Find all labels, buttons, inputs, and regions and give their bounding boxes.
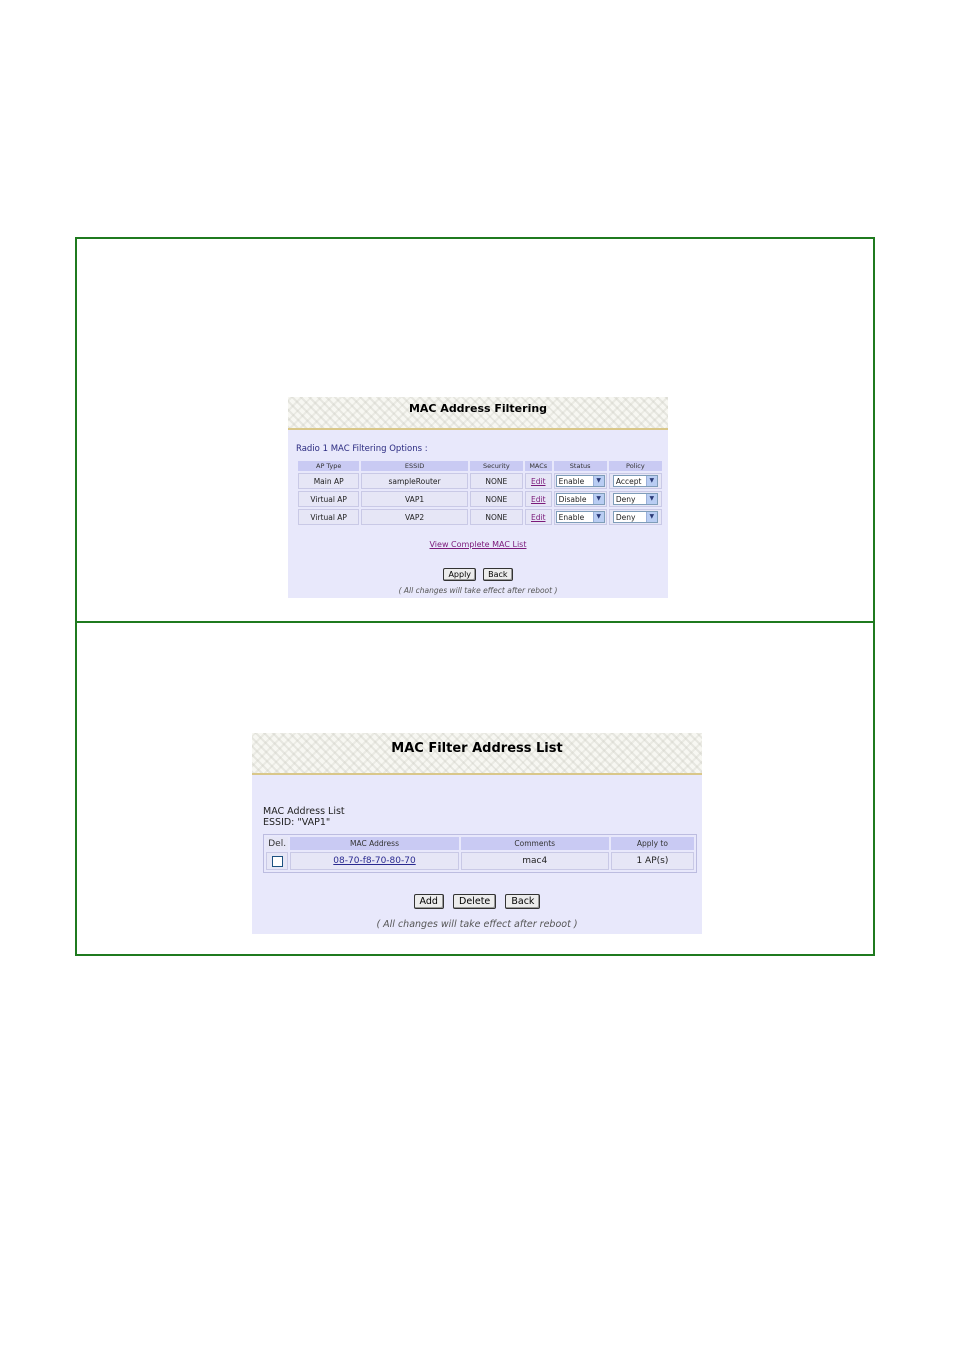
- mac-list-title: MAC Filter Address List: [252, 733, 702, 775]
- mac-filtering-screenshot: [288, 397, 668, 598]
- col-status: Status: [554, 461, 607, 471]
- figure-frame: [75, 237, 875, 956]
- status-cell: [554, 491, 607, 507]
- chevron-down-icon: ▼: [646, 476, 657, 486]
- policy-select[interactable]: [613, 475, 658, 487]
- policy-select[interactable]: [613, 493, 658, 505]
- add-button[interactable]: Add: [414, 894, 444, 909]
- security-cell: NONE: [470, 491, 523, 507]
- mac-address-list-label: MAC Address List: [263, 806, 345, 817]
- edit-macs-link[interactable]: Edit: [530, 512, 546, 522]
- ap-type-cell: Virtual AP: [298, 509, 359, 525]
- filtering-table: [296, 459, 664, 527]
- policy-cell: [609, 473, 662, 489]
- chevron-down-icon: ▼: [593, 476, 604, 486]
- reboot-note: ( All changes will take effect after reboot ): [376, 919, 578, 930]
- essid-label: ESSID: "VAP1": [263, 817, 331, 828]
- chevron-down-icon: ▼: [646, 512, 657, 522]
- chevron-down-icon: ▼: [646, 494, 657, 504]
- macs-cell: [525, 509, 552, 525]
- col-macs: MACs: [525, 461, 552, 471]
- reboot-note: ( All changes will take effect after reboot ): [398, 586, 558, 595]
- list-heading: [263, 806, 345, 828]
- mac-filtering-title: MAC Address Filtering: [288, 397, 668, 430]
- mac-cell: [290, 852, 458, 870]
- col-ap-type: AP Type: [298, 461, 359, 471]
- filtering-options-label: Radio 1 MAC Filtering Options :: [296, 444, 428, 454]
- ap-type-cell: Virtual AP: [298, 491, 359, 507]
- status-cell: [554, 509, 607, 525]
- table-row: [266, 852, 694, 870]
- security-cell: NONE: [470, 473, 523, 489]
- mac-address-link[interactable]: 08-70-f8-70-80-70: [333, 856, 416, 866]
- mac-address-list-screenshot: [252, 733, 702, 934]
- ap-type-cell: Main AP: [298, 473, 359, 489]
- status-value: Enable: [558, 477, 585, 486]
- status-value: Enable: [558, 513, 585, 522]
- delete-button[interactable]: Delete: [453, 894, 496, 909]
- list-button-row: [252, 889, 702, 909]
- edit-macs-link[interactable]: Edit: [530, 494, 546, 504]
- mac-address-table: [263, 834, 697, 873]
- table-row: [298, 509, 662, 525]
- frame-divider: [77, 621, 873, 623]
- view-complete-mac-list-link[interactable]: View Complete MAC List: [429, 540, 527, 549]
- table-row: [298, 491, 662, 507]
- essid-cell: VAP1: [361, 491, 467, 507]
- col-apply-to: Apply to: [611, 837, 694, 850]
- col-essid: ESSID: [361, 461, 467, 471]
- status-select[interactable]: [556, 511, 605, 523]
- policy-cell: [609, 509, 662, 525]
- col-del: Del.: [266, 837, 288, 850]
- macs-cell: [525, 473, 552, 489]
- edit-macs-link[interactable]: Edit: [530, 476, 546, 486]
- security-cell: NONE: [470, 509, 523, 525]
- status-value: Disable: [558, 495, 587, 504]
- status-select[interactable]: [556, 475, 605, 487]
- policy-select[interactable]: [613, 511, 658, 523]
- policy-value: Accept: [615, 477, 642, 486]
- essid-cell: VAP2: [361, 509, 467, 525]
- comment-cell: mac4: [461, 852, 609, 870]
- del-cell: [266, 852, 288, 870]
- chevron-down-icon: ▼: [593, 512, 604, 522]
- col-security: Security: [470, 461, 523, 471]
- status-cell: [554, 473, 607, 489]
- macs-cell: [525, 491, 552, 507]
- col-comments: Comments: [461, 837, 609, 850]
- chevron-down-icon: ▼: [593, 494, 604, 504]
- apply-button[interactable]: Apply: [443, 568, 476, 581]
- col-policy: Policy: [609, 461, 662, 471]
- filtering-button-row: [288, 562, 668, 581]
- back-button[interactable]: Back: [505, 894, 540, 909]
- apply-to-cell: 1 AP(s): [611, 852, 694, 870]
- policy-value: Deny: [615, 513, 636, 522]
- delete-checkbox[interactable]: [272, 856, 283, 867]
- essid-cell: sampleRouter: [361, 473, 467, 489]
- status-select[interactable]: [556, 493, 605, 505]
- table-row: [298, 473, 662, 489]
- policy-cell: [609, 491, 662, 507]
- back-button[interactable]: Back: [483, 568, 512, 581]
- policy-value: Deny: [615, 495, 636, 504]
- col-mac-address: MAC Address: [290, 837, 458, 850]
